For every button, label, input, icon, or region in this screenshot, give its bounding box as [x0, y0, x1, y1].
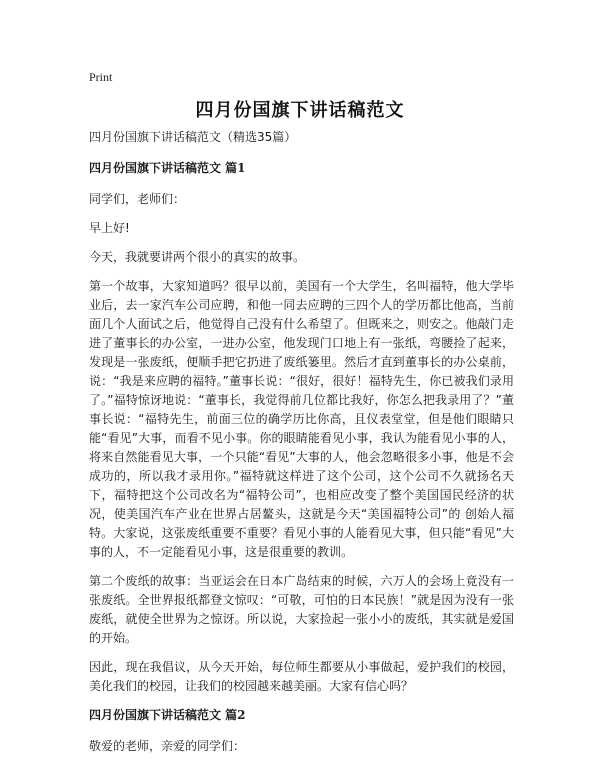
print-label: Print — [89, 70, 113, 84]
paragraph: 早上好! — [89, 221, 130, 235]
paragraph: 第二个废纸的故事：当亚运会在日本广岛结束的时候，六万人的会场上竟没有一张废纸。全世界报纸都登文惊叹：“可敬，可怕的日本民族！”就是因为没有一张废纸，就使全世界为之惊讶。所以说，大家捡起一张小小的废纸，其实就是爱国的开始。 — [89, 574, 514, 645]
paragraph: 今天，我就要讲两个很小的真实的故事。 — [89, 250, 306, 264]
paragraph: 敬爱的老师，亲爱的同学们： — [89, 739, 246, 753]
document-title: 四月份国旗下讲话稿范文 — [195, 100, 405, 121]
paragraph: 因此，现在我倡议，从今天开始，每位师生都要从小事做起，爱护我们的校园，美化我们的校园，让我们的校园越来越美丽。大家有信心吗？ — [89, 660, 514, 693]
document-subtitle: 四月份国旗下讲话稿范文（精选35篇） — [89, 130, 297, 144]
paragraph: 第一个故事，大家知道吗？很早以前，美国有一个大学生，名叫福特，他大学毕业后，去一家汽车公司应聘，和他一同去应聘的三四个人的学历都比他高，当前面几个人面试之后，他觉得自己没有什么希望了。但既来之，则安之。他敲门走进了董事长的办公室，一进办公室，他发现门口地上有一张纸，弯腰捡了起来，发现是一张废纸，便顺手把它扔进了废纸篓里。然后才直到董事长的办公桌前，说：“我是来应聘的福特。”董事长说：“很好，很好！福特先生，你已被我们录用了。”福特惊讶地说：“董事长，我觉得前几位都比我好，你怎么把我录用了？”董事长说：“福特先生，前面三位的确学历比你高，且仪表堂堂，但是他们眼睛只能“看见”大事，而看不见小事。你的眼睛能看见小事，我认为能看见小事的人，将来自然能看见大事，一个只能“看见”大事的人，他会忽略很多小事，他是不会成功的，所以我才录用你。”福特就这样进了这个公司，这个公司不久就扬名天下，福特把这个公司改名为“福特公司”，也相应改变了整个美国国民经济的状况，使美国汽车产业在世界占居鳌头，这就是今天“美国福特公司”的 创始人福特。大家说，这张废纸重要不重要？看见小事的人能看见大事，但只能“看见”大事的人，不一定能看见小事，这是很重要的教训。 — [89, 279, 514, 559]
paragraph: 同学们，老师们： — [89, 192, 186, 206]
section-heading: 四月份国旗下讲话稿范文 篇1 — [89, 161, 246, 175]
document-body — [89, 128, 514, 766]
section-heading: 四月份国旗下讲话稿范文 篇2 — [89, 708, 246, 722]
